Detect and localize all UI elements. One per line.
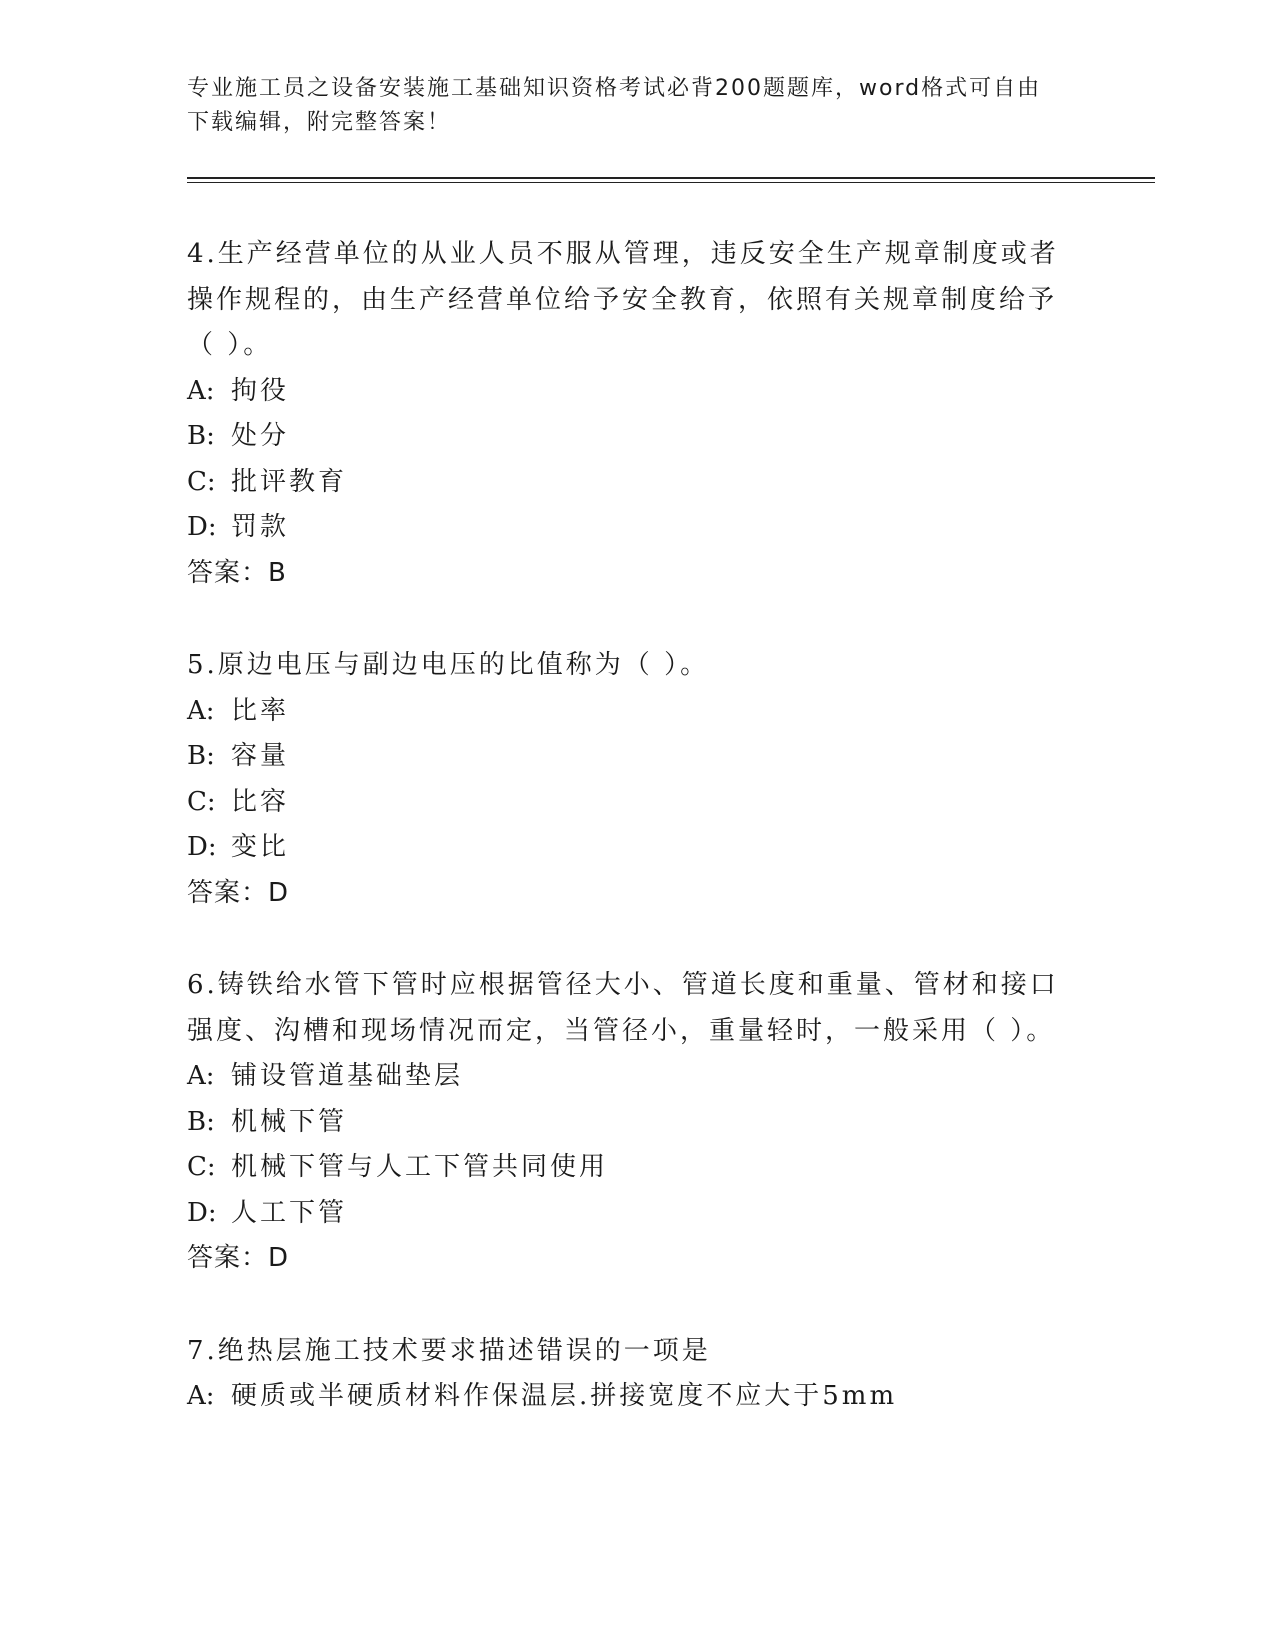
option-b (187, 734, 1067, 780)
option-a (187, 1374, 1067, 1420)
option-text: 容量 (231, 741, 290, 771)
option-label: D: (187, 1197, 217, 1228)
question-line: 7.绝热层施工技术要求描述错误的一项是 (187, 1335, 711, 1366)
question-text (187, 643, 1067, 689)
option-a (187, 689, 1067, 735)
option-a (187, 1054, 1067, 1100)
question-line: 操作规程的，由生产经营单位给予安全教育，依照有关规章制度给予 (187, 284, 1058, 315)
option-text: 比率 (231, 695, 290, 726)
option-text: 机械下管 (231, 1106, 348, 1137)
option-label: A: (187, 695, 215, 726)
header-divider-thin (187, 182, 1155, 183)
question-line: 强度、沟槽和现场情况而定，当管径小，重量轻时，一般采用（ ）。 (187, 1015, 1056, 1046)
option-label: A: (187, 375, 215, 406)
question-line: 6.铸铁给水管下管时应根据管径大小、管道长度和重量、管材和接口 (187, 970, 1059, 1000)
option-text: 比容 (231, 786, 290, 817)
option-text: 铺设管道基础垫层 (231, 1061, 464, 1091)
option-label: C: (187, 786, 216, 817)
option-text: 机械下管与人工下管共同使用 (231, 1152, 609, 1182)
answer: 答案：D (187, 877, 290, 908)
question-6 (187, 963, 1067, 1282)
question-text (187, 1329, 1067, 1375)
option-a (187, 369, 1067, 415)
option-text: 处分 (231, 421, 290, 451)
question-line: 4.生产经营单位的从业人员不服从管理，违反安全生产规章制度或者 (187, 239, 1059, 269)
option-d (187, 1191, 1067, 1237)
option-c (187, 460, 1067, 506)
option-b (187, 414, 1067, 460)
question-text (187, 232, 1067, 369)
question-4 (187, 232, 1067, 596)
document-header (187, 72, 1067, 140)
option-label: D: (187, 832, 217, 862)
option-text: 罚款 (231, 512, 290, 542)
question-list (187, 232, 1067, 1467)
option-label: A: (187, 1381, 215, 1411)
question-5 (187, 643, 1067, 916)
option-text: 硬质或半硬质材料作保温层.拼接宽度不应大于5mm (231, 1381, 898, 1411)
question-text (187, 963, 1067, 1054)
option-c (187, 1145, 1067, 1191)
option-label: C: (187, 1152, 216, 1182)
option-label: B: (187, 741, 215, 771)
option-label: A: (187, 1061, 215, 1091)
option-label: B: (187, 421, 215, 451)
option-label: B: (187, 1106, 215, 1137)
question-line: 5.原边电压与副边电压的比值称为（ ）。 (187, 650, 710, 680)
question-line: （ ）。 (187, 330, 273, 360)
option-label: D: (187, 512, 217, 542)
answer: 答案：D (187, 1243, 290, 1273)
question-7 (187, 1329, 1067, 1420)
header-divider-thick (187, 177, 1155, 179)
option-label: C: (187, 466, 216, 497)
header-line-2: 下载编辑，附完整答案！ (187, 110, 452, 135)
header-line-1: 专业施工员之设备安装施工基础知识资格考试必背200题题库，word格式可自由 (187, 76, 1042, 101)
option-text: 人工下管 (231, 1197, 348, 1228)
option-b (187, 1100, 1067, 1146)
option-c (187, 780, 1067, 826)
option-text: 拘役 (231, 375, 290, 406)
option-d (187, 825, 1067, 871)
answer: 答案：B (187, 557, 287, 588)
option-text: 变比 (231, 832, 290, 862)
option-text: 批评教育 (231, 466, 348, 497)
option-d (187, 505, 1067, 551)
